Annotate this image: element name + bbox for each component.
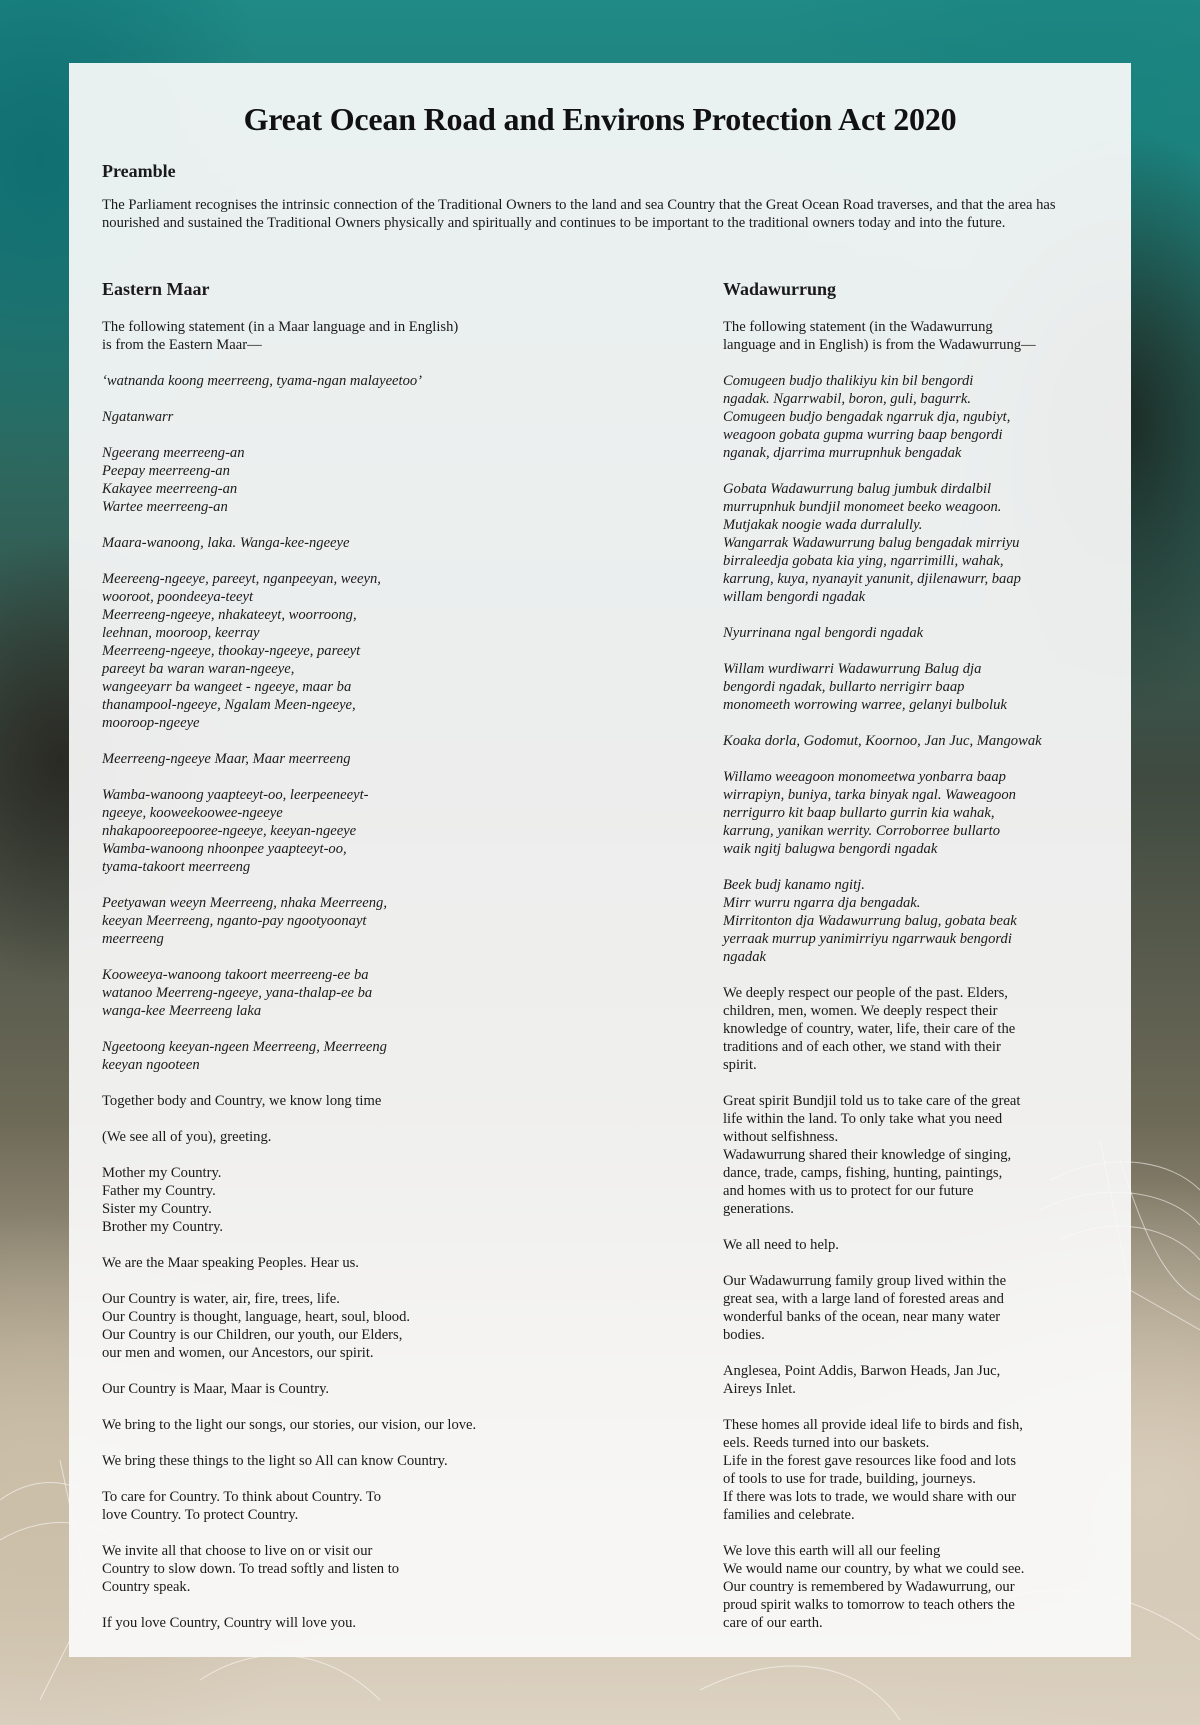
eastern-maar-paragraph: We invite all that choose to live on or visit our Country to slow down. To tread softly and listen to Country speak.	[102, 1543, 400, 1595]
eastern-maar-paragraph: Ngatanwarr	[102, 409, 174, 425]
eastern-maar-column	[102, 278, 532, 1650]
preamble-text: The Parliament recognises the intrinsic connection of the Traditional Owners to the land and sea Country that the Great Ocean Road traverses, and that the area has nourished and sustained the Traditional Owners physically and spiritually and continues to be important to the traditional owners today and into the future.	[102, 197, 1056, 231]
document-title: Great Ocean Road and Environs Protection Act 2020	[243, 101, 957, 137]
wadawurrung-paragraph: Nyurrinana ngal bengordi ngadak	[723, 625, 924, 641]
wadawurrung-paragraph: We love this earth will all our feeling We would name our country, by what we could see. Our country is remembered by Wadawurrung, our proud spirit walks to tomorrow to teach others the care of our earth.	[723, 1543, 1025, 1631]
wadawurrung-paragraph: Beek budj kanamo ngitj. Mirr wurru ngarra dja bengadak. Mirritonton dja Wadawurrung balug, gobata beak yerraak murrup yanimirriyu ngarrwauk bengordi ngadak	[723, 877, 1017, 965]
wadawurrung-paragraph: We all need to help.	[723, 1237, 839, 1253]
eastern-maar-paragraph: We are the Maar speaking Peoples. Hear us.	[102, 1255, 359, 1271]
eastern-maar-paragraph: Together body and Country, we know long time	[102, 1093, 382, 1109]
wadawurrung-paragraph: Koaka dorla, Godomut, Koornoo, Jan Juc, Mangowak	[723, 733, 1042, 749]
eastern-maar-paragraph: The following statement (in a Maar language and in English) is from the Eastern Maar—	[102, 319, 459, 353]
eastern-maar-paragraphs	[102, 318, 532, 1632]
eastern-maar-heading: Eastern Maar	[102, 279, 210, 299]
wadawurrung-heading: Wadawurrung	[723, 279, 837, 299]
eastern-maar-paragraph: Our Country is water, air, fire, trees, life. Our Country is thought, language, heart, soul, blood. Our Country is our Children, our youth, our Elders, our men and women, our Ancestors, our spirit.	[102, 1291, 411, 1361]
wadawurrung-paragraphs	[723, 318, 1153, 1632]
wadawurrung-paragraph: Great spirit Bundjil told us to take care of the great life within the land. To only take what you need without selfishness. Wadawurrung shared their knowledge of singing, dance, trade, camps, fishing, hunting, paintings, and homes with us to protect for our future generations.	[723, 1093, 1021, 1217]
eastern-maar-paragraph: To care for Country. To think about Country. To love Country. To protect Country.	[102, 1489, 382, 1523]
wadawurrung-paragraph: These homes all provide ideal life to birds and fish, eels. Reeds turned into our baskets. Life in the forest gave resources like food and lots of tools to use for trade, building, journeys. If there was lots to trade, we would share with our families and celebrate.	[723, 1417, 1023, 1523]
document-page	[69, 63, 1131, 1657]
eastern-maar-paragraph: Kooweeya-wanoong takoort meerreeng-ee ba watanoo Meerreng-ngeeye, yana-thalap-ee ba wanga-kee Meerreeng laka	[102, 967, 373, 1019]
wadawurrung-paragraph: We deeply respect our people of the past. Elders, children, men, women. We deeply respect their knowledge of country, water, life, their care of the traditions and of each other, we stand with their spirit.	[723, 985, 1016, 1073]
eastern-maar-paragraph: We bring these things to the light so All can know Country.	[102, 1453, 448, 1469]
wadawurrung-paragraph: Comugeen budjo thalikiyu kin bil bengordi ngadak. Ngarrwabil, boron, guli, bagurrk. Comugeen budjo bengadak ngarruk dja, ngubiyt, weagoon gobata gupma wurring baap bengordi nganak, djarrima murrupnhuk bengadak	[723, 373, 1011, 461]
wadawurrung-paragraph: The following statement (in the Wadawurrung language and in English) is from the Wadawurrung—	[723, 319, 1036, 353]
eastern-maar-paragraph: ‘watnanda koong meerreeng, tyama-ngan malayeetoo’	[102, 373, 423, 389]
eastern-maar-paragraph: We bring to the light our songs, our stories, our vision, our love.	[102, 1417, 477, 1433]
eastern-maar-paragraph: (We see all of you), greeting.	[102, 1129, 272, 1145]
eastern-maar-paragraph: Ngeerang meerreeng-an Peepay meerreeng-an Kakayee meerreeng-an Wartee meerreeng-an	[102, 445, 245, 515]
eastern-maar-paragraph: Peetyawan weeyn Meerreeng, nhaka Meerreeng, keeyan Meerreeng, nganto-pay ngootyoonayt meerreeng	[102, 895, 387, 947]
wadawurrung-paragraph: Our Wadawurrung family group lived within the great sea, with a large land of forested areas and wonderful banks of the ocean, near many water bodies.	[723, 1273, 1007, 1343]
wadawurrung-paragraph: Anglesea, Point Addis, Barwon Heads, Jan Juc, Aireys Inlet.	[723, 1363, 1001, 1397]
wadawurrung-paragraph: Willamo weeagoon monomeetwa yonbarra baap wirrapiyn, buniya, tarka binyak ngal. Waweagoon nerrigurro kit baap bullarto gurrin kia wahak, karrung, yanikan werrity. Corroborree bullarto waik ngitj balugwa bengordi ngadak	[723, 769, 1016, 857]
eastern-maar-paragraph: Maara-wanoong, laka. Wanga-kee-ngeeye	[102, 535, 350, 551]
eastern-maar-paragraph: Our Country is Maar, Maar is Country.	[102, 1381, 330, 1397]
preamble-heading: Preamble	[102, 161, 176, 181]
eastern-maar-paragraph: Meereeng-ngeeye, pareeyt, nganpeeyan, weeyn, wooroot, poondeeya-teeyt Meerreeng-ngeeye, nhakateeyt, woorroong, leehnan, mooroop, keerray Meerreeng-ngeeye, thookay-ngeeye, pareeyt pareeyt ba waran waran-ngeeye, wangeeyarr ba wangeet - ngeeye, maar ba thanampool-ngeeye, Ngalam Meen-ngeeye, mooroop-ngeeye	[102, 571, 381, 731]
eastern-maar-paragraph: Mother my Country. Father my Country. Sister my Country. Brother my Country.	[102, 1165, 224, 1235]
wadawurrung-column	[723, 278, 1153, 1650]
wadawurrung-paragraph: Willam wurdiwarri Wadawurrung Balug dja bengordi ngadak, bullarto nerrigirr baap monomeeth worrowing warree, gelanyi bulboluk	[723, 661, 1007, 713]
eastern-maar-paragraph: If you love Country, Country will love you.	[102, 1615, 357, 1631]
eastern-maar-paragraph: Ngeetoong keeyan-ngeen Meerreeng, Meerreeng keeyan ngooteen	[102, 1039, 387, 1073]
eastern-maar-paragraph: Meerreeng-ngeeye Maar, Maar meerreeng	[102, 751, 351, 767]
wadawurrung-paragraph: Gobata Wadawurrung balug jumbuk dirdalbil murrupnhuk bundjil monomeet beeko weagoon. Mutjakak noogie wada durralully. Wangarrak Wadawurrung balug bengadak mirriyu birraleedja gobata kia ying, ngarrimilli, wahak, karrung, kuya, nyanayit yanunit, djilenawurr, baap willam bengordi ngadak	[723, 481, 1021, 605]
eastern-maar-paragraph: Wamba-wanoong yaapteeyt-oo, leerpeeneeyt- ngeeye, kooweekoowee-ngeeye nhakapooreepooree-ngeeye, keeyan-ngeeye Wamba-wanoong nhoonpee yaapteeyt-oo, tyama-takoort meerreeng	[102, 787, 369, 875]
